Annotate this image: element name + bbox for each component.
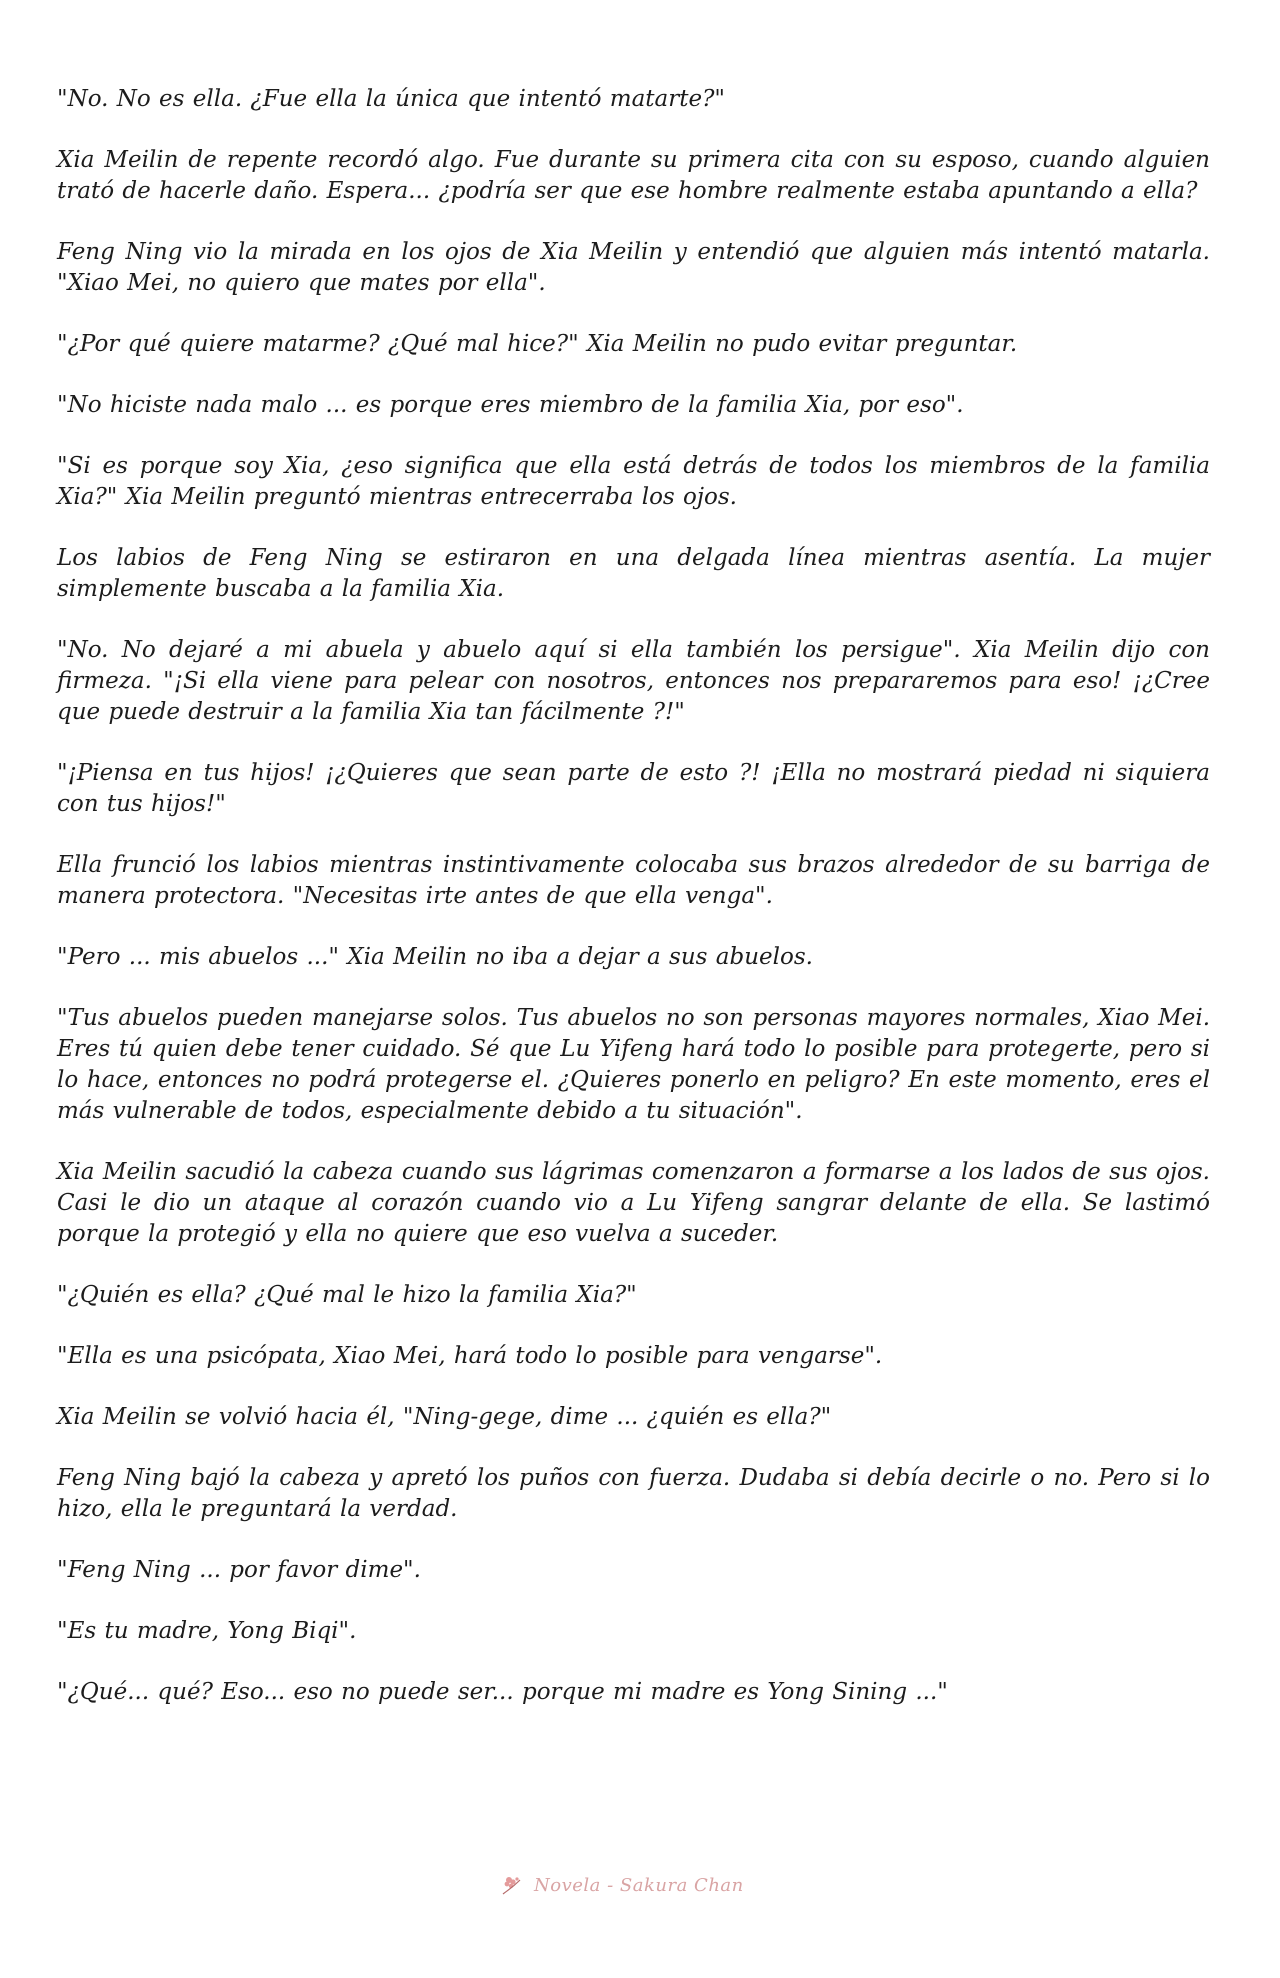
paragraph-4: "¿Por qué quiere matarme? ¿Qué mal hice?" Xia Meilin no pudo evitar preguntar. [57,331,1018,357]
paragraph-5: "No hiciste nada malo ... es porque eres miembro de la familia Xia, por eso". [57,392,964,418]
paragraph-12: "Tus abuelos pueden manejarse solos. Tus abuelos no son personas mayores normales, Xiao Mei. Eres tú quien debe tener cuidado. Sé que Lu Yifeng hará todo lo posible para protegerte, pero si lo hace, entonces no podrá protegerse el. ¿Quieres ponerlo en peligro? En este momento, eres el más vulnerable de todos, especialmente debido a tu situación". [57,1005,1210,1124]
paragraph-8: "No. No dejaré a mi abuela y abuelo aquí si ella también los persigue". Xia Meilin dijo con firmeza. "¡Si ella viene para pelear con nosotros, entonces nos prepararemos para eso! ¡¿Cree que puede destruir a la familia Xia tan fácilmente ?!" [57,637,1210,725]
paragraph-2: Xia Meilin de repente recordó algo. Fue durante su primera cita con su esposo, cuando alguien trató de hacerle daño. Espera... ¿podría ser que ese hombre realmente estaba apuntando a ella? [57,147,1210,204]
watermark-text: Novela - Sakura Chan [534,1874,744,1896]
paragraph-10: Ella frunció los labios mientras instintivamente colocaba sus brazos alrededor de su barriga de manera protectora. "Necesitas irte antes de que ella venga". [57,852,1210,909]
paragraph-14: "¿Quién es ella? ¿Qué mal le hizo la familia Xia?" [57,1282,637,1308]
paragraph-18: "Feng Ning ... por favor dime". [57,1557,421,1583]
paragraph-16: Xia Meilin se volvió hacia él, "Ning-gege, dime ... ¿quién es ella?" [57,1404,832,1430]
paragraph-7: Los labios de Feng Ning se estiraron en una delgada línea mientras asentía. La mujer simplemente buscaba a la familia Xia. [57,545,1210,602]
paragraph-15: "Ella es una psicópata, Xiao Mei, hará todo lo posible para vengarse". [57,1343,883,1369]
paragraph-6: "Si es porque soy Xia, ¿eso significa que ella está detrás de todos los miembros de la familia Xia?" Xia Meilin preguntó mientras entrecerraba los ojos. [57,453,1210,510]
paragraph-11: "Pero ... mis abuelos ..." Xia Meilin no iba a dejar a sus abuelos. [57,944,813,970]
paragraph-9: "¡Piensa en tus hijos! ¡¿Quieres que sean parte de esto ?! ¡Ella no mostrará piedad ni siquiera con tus hijos!" [57,760,1210,817]
story-text [57,84,1210,1738]
paragraph-19: "Es tu madre, Yong Biqi". [57,1618,357,1644]
paragraph-3: Feng Ning vio la mirada en los ojos de Xia Meilin y entendió que alguien más intentó matarla. "Xiao Mei, no quiero que mates por ella". [57,239,1210,296]
paragraph-13: Xia Meilin sacudió la cabeza cuando sus lágrimas comenzaron a formarse a los lados de sus ojos. Casi le dio un ataque al corazón cuando vio a Lu Yifeng sangrar delante de ella. Se lastimó porque la protegió y ella no quiere que eso vuelva a suceder. [57,1159,1210,1247]
paragraph-1: "No. No es ella. ¿Fue ella la única que intentó matarte?" [57,86,726,112]
paragraph-17: Feng Ning bajó la cabeza y apretó los puños con fuerza. Dudaba si debía decirle o no. Pero si lo hizo, ella le preguntará la verdad. [57,1465,1210,1522]
paragraph-20: "¿Qué... qué? Eso... eso no puede ser... porque mi madre es Yong Sining ..." [57,1679,948,1705]
sakura-flower-icon [500,1874,528,1896]
watermark [500,1874,744,1896]
